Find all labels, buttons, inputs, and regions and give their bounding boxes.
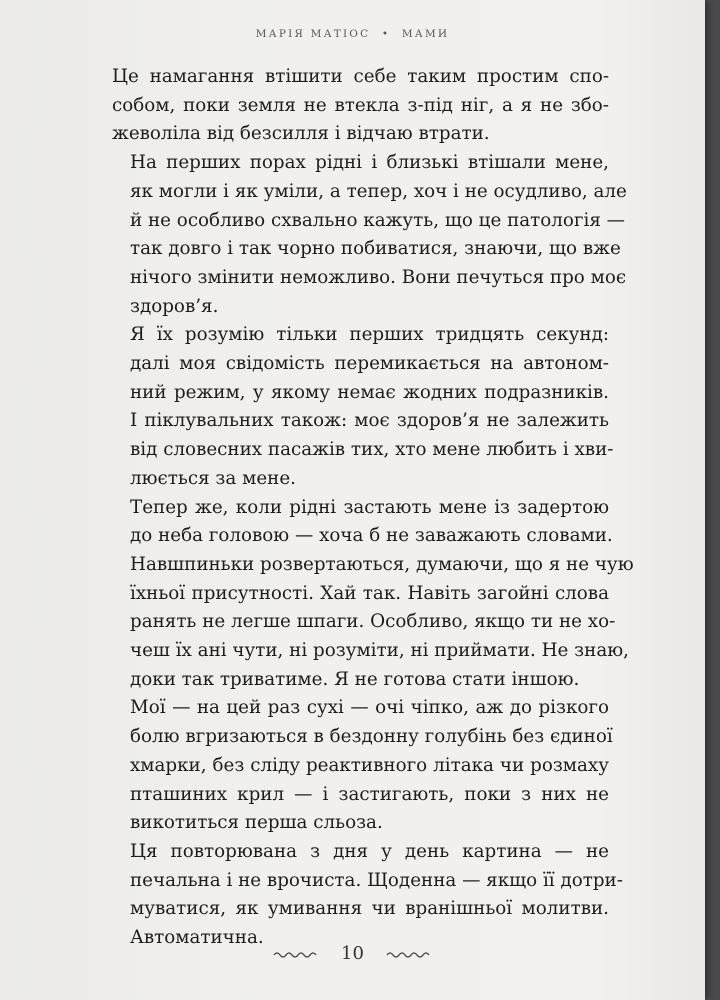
text-line: ранять не легше шпаги. Особливо, якщо ти не хо-: [130, 611, 616, 633]
text-line: нічого змінити неможливо. Вони печуться про моє: [130, 266, 627, 288]
text-line: далі моя свідомість перемикається на автоном-: [130, 353, 609, 375]
paragraph: [112, 838, 623, 953]
text-line: Автоматична.: [130, 927, 264, 949]
text-line: болю вгризаються в бездонну голубінь без єдиної: [130, 726, 613, 748]
text-line: собом, поки земля не втекла з-під ніг, а я не збо-: [112, 94, 609, 116]
text-line: Мої — на цей раз сухі — очі чіпко, аж до різкого: [130, 697, 609, 719]
text-line: й не особливо схвально кажуть, що це патологія —: [130, 209, 625, 231]
text-line: як могли і як уміли, а тепер, хоч і не осудливо, але: [130, 180, 627, 202]
text-line: жеволіла від безсилля і відчаю втрати.: [112, 123, 490, 145]
body-text: [112, 63, 634, 953]
text-line: люється за мене.: [130, 467, 296, 489]
paragraph: [112, 63, 609, 149]
text-line: печальна і не врочиста. Щоденна — якщо її дотри-: [130, 869, 623, 891]
text-line: пташиних крил — і застигають, поки з них не: [130, 783, 609, 805]
text-line: так довго і так чорно побиватися, знаючи, що вже: [130, 238, 621, 260]
text-line: Ця повторювана з дня у день картина — не: [130, 840, 609, 862]
paragraph: [112, 494, 634, 695]
wave-ornament-icon: [386, 949, 432, 959]
running-head-author: МАРІЯ МАТІОС: [255, 28, 371, 40]
page-footer: [0, 943, 705, 964]
wave-ornament-icon: [273, 949, 319, 959]
text-line: муватися, як умивання чи вранішньої молитви.: [130, 898, 609, 920]
text-line: Це намагання втішити себе таким простим спо-: [112, 66, 609, 87]
text-line: І піклувальних також: моє здоров’я не залежить: [130, 410, 609, 432]
text-line: ний режим, у якому немає жодних подразників.: [130, 381, 609, 403]
text-line: викотиться перша сльоза.: [130, 812, 383, 834]
text-line: здоров’я.: [130, 295, 219, 317]
text-line: Я їх розумію тільки перших тридцять секунд:: [130, 324, 609, 346]
text-line: від словесних пасажів тих, хто мене любить і хви-: [130, 439, 614, 461]
text-line: хмарки, без сліду реактивного літака чи розмаху: [130, 754, 609, 776]
paragraph: [112, 694, 613, 838]
text-line: до неба головою — хоча б не заважають словами.: [130, 525, 613, 547]
text-line: їхньої присутності. Хай так. Навіть загойні слова: [130, 582, 609, 604]
text-line: На перших порах рідні і близькі втішали мене,: [130, 152, 609, 174]
text-line: Тепер же, коли рідні застають мене із задертою: [130, 496, 609, 518]
running-head-separator: •: [381, 28, 391, 40]
text-line: доки так триватиме. Я не готова стати іншою.: [130, 668, 580, 690]
text-line: Навшпиньки розвертаються, думаючи, що я не чую: [130, 553, 634, 575]
running-head-title: МАМИ: [401, 28, 450, 40]
page-number: 10: [341, 943, 364, 964]
paragraph: [112, 321, 614, 493]
text-line: чеш їх ані чути, ні розуміти, ні приймати. Не знаю,: [130, 640, 629, 662]
paragraph: [112, 149, 627, 321]
running-head: [0, 28, 705, 40]
